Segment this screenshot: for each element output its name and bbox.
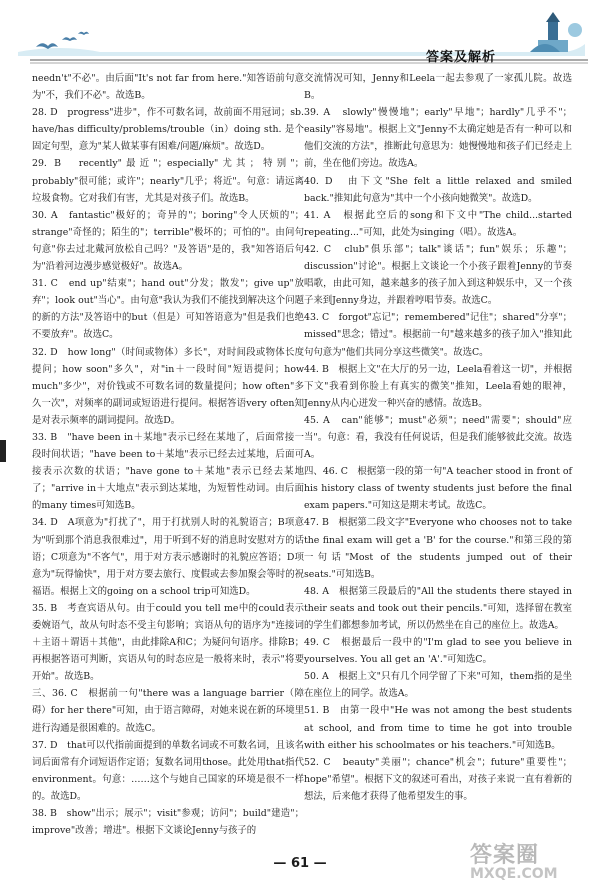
header-decoration	[0, 0, 600, 66]
answer-entry: 30. A fantastic"极好的；奇异的"；boring"令人厌烦的"；strange"奇怪的；陌生的"；terrible"极坏的；可怕的"。由问句句意"你去过北戴河放松自己吗？"及答语"是的，我"知答语后句为"沿着河边漫步感觉极好"。故选A。	[32, 209, 304, 273]
answer-entry: 34. D A项意为"打扰了"，用于打扰别人时的礼貌语言；B项意为"听到那个消息我很难过"，用于听到不好的消息时安慰对方的话语；C项意为"不客气"，用于对方表示感谢时的礼貌应答语；D项意为"玩得愉快"，用于对方要去旅行、度假或去参加聚会等时的祝福语。根据上文的going on a school trip可知选D。	[32, 517, 304, 597]
answer-entry: 四、46. C 根据第一段的第一句"A teacher stood in front of his history class of twenty students just before the final exam papers."可知这是期末考试。故选C。	[304, 466, 572, 512]
answer-entry: 35. B 考查宾语从句。由于could you tell me中的could表示委婉语气，故从句时态不受主句影响；宾语从句的语序为"连接词＋主语＋谓语＋其他"，由此排除A和C；为疑问句语序。排除B；再根据答语可判断，宾语从句的时态应是一般将来时，表示"将要开始"。故选B。	[32, 602, 304, 683]
answer-entry: 52. C beauty"美丽"；chance"机会"；future"重要性"；hope"希望"。根据下文的叙述可看出，对孩子来说一直有着新的想法，后来他才获得了他希望发生的事。	[304, 756, 572, 802]
page-number: — 61 —	[273, 856, 327, 871]
answer-entry: 三、36. C 根据前一句"there was a language barrier（障碍）for her there"可知，由于语言障碍，对她来说在新的环境里进行沟通是很困难的。故选C。	[32, 688, 304, 734]
lighthouse-icon	[530, 12, 582, 52]
right-column	[304, 70, 572, 805]
answer-entry: 41. A 根据此空后的song和下文中"The child...started repeating..."可知，此处为singing（唱）。故选A。	[304, 209, 572, 238]
answer-entry: 40. D 由下文"She felt a little relaxed and smiled back."推知此句意为"其中一个小孩向她微笑"。故选D。	[304, 175, 572, 204]
answer-entry: 51. B 由第一段中"He was not among the best students at school, and from time to time he got into trouble with either his schoolmates or his teachers."可知选B。	[304, 705, 572, 751]
answer-entry: 28. D progress"进步"，作不可数名词，故前面不用冠词；sb. have/has difficulty/problems/trouble（in）doing sth. 是个固定句型，意为"某人做某事有困难/问题/麻烦"。故选D。	[32, 107, 304, 153]
answer-entry: 39. A slowly"慢慢地"；early"早地"；hardly"几乎不"；easily"容易地"。根据上文"Jenny不太确定她是否有一种可以和他们交流的方法"，推断此句意思为：她慢慢地和孩子们已经走上前，坐在他们旁边。故选A。	[304, 107, 572, 170]
left-column	[32, 70, 304, 839]
answer-entry: 32. D how long"（时间或物体）多长"，对时间段或物体长度提问；how soon"多久"，对"in＋一段时间"短语提问；how much"多少"，对价钱或不可数名词的数量提问；how often"多久一次"，对频率的副词或短语进行提问。根据答语very often知是对表示频率的副词提问。故选D。	[32, 346, 304, 426]
answer-entry: 43. C forgot"忘记"；remembered"记住"；shared"分享"；missed"思念；错过"。根据前一句"越来越多的孩子加入"推知此句句意为"他们共同分享这些微笑"。故选C。	[304, 312, 572, 358]
answer-entry: 47. B 根据第二段文字"Everyone who chooses not to take the final exam will get a 'B' for the course."和第三段的第一句话"Most of the students jumped out of their seats."可知选B。	[304, 517, 572, 580]
answer-entry: 49. C 根据最后一段中的"I'm glad to see you believe in yourselves. You all get an 'A'."可知选C。	[304, 637, 572, 666]
watermark: 答案圈	[470, 843, 540, 868]
bird-icon	[36, 32, 89, 49]
answer-entry: 50. A 根据上文"只有几个同学留了下来"可知，them指的是坐在座位上的同学。故选A。	[304, 671, 572, 700]
answer-entry: 29. B recently"最近"；especially"尤其；特别"；probably"很可能；或许"；nearly"几乎；将近"。句意：请远离垃圾食物。它对我们有害，尤其是对孩子们。故选B。	[32, 158, 304, 204]
answer-entry: 48. A 根据第三段最后的"All the students there stayed in their seats and took out their pencils."可知，选择留在教室的学生们都想参加考试，所以仍然坐在自己的座位上。故选A。	[304, 585, 572, 631]
answer-entry: 交流情况可知，Jenny和Leela一起去参观了一家孤儿院。故选B。	[304, 73, 572, 102]
page-header	[0, 0, 600, 66]
answer-entry: 44. B 根据上文"在大厅的另一边，Leela看着这一切"，并根据下文"我看到你脸上有真实的微笑"推知，Leela看她的眼神，Jenny从内心迸发一种兴奋的感情。故选B。	[304, 363, 572, 409]
answer-entry: 33. B "have been in＋某地"表示已经在某地了，后面常接一段时间状语；"have been to＋某地"表示已经去过某地，后面可接表示次数的状语；"have gone to＋某地"表示已经去某地了；"arrive in＋大地点"表示到达某地，为短暂性动词。由后面的many times可知选B。	[32, 431, 304, 512]
answer-entry: 37. D that可以代指前面提到的单数名词或不可数名词，且该名词后面常有介词短语作定语；复数名词用those。此处用that指代environment。句意：……这个与她自己国家的环境是很不一样的。故选D。	[32, 739, 304, 802]
answer-entry: 45. A can"能够"；must"必须"；need"需要"；should"应当"。句意：看，我没有任何说话，但是我们能够彼此交流。故选A。	[304, 414, 572, 461]
answer-entry: 42. C club"俱乐部"；talk"谈话"；fun"娱乐；乐趣"；discussion"讨论"。根据上文谈论一个小孩子跟着Jenny的节奏唱歌，由此可知，越来越多的孩子加入到这种娱乐中，又一个孩子来到Jenny身边，并跟着哼唱节奏。故选C。	[304, 243, 572, 307]
watermark-url: MXQE.COM	[470, 866, 558, 882]
header-title: 答案及解析	[426, 50, 497, 65]
answer-entry: 38. B show"出示；展示"；visit"参观；访问"；build"建造"；improve"改善；增进"。根据下文谈论Jenny与孩子的	[32, 808, 304, 837]
answer-entry: 31. C end up"结束"；hand out"分发；散发"；give up"放弃"；look out"当心"。由句意"我认为我们不能找到解决这个问题的新的方法"及答语中的but（但是）可知答语意为"但是我们也绝不要放弃"。故选C。	[32, 278, 304, 341]
binding-mark	[0, 440, 6, 462]
answer-entry: needn't"不必"。由后面"It's not far from here."知答语前句意为"不，我们不必"。故选B。	[32, 73, 304, 102]
